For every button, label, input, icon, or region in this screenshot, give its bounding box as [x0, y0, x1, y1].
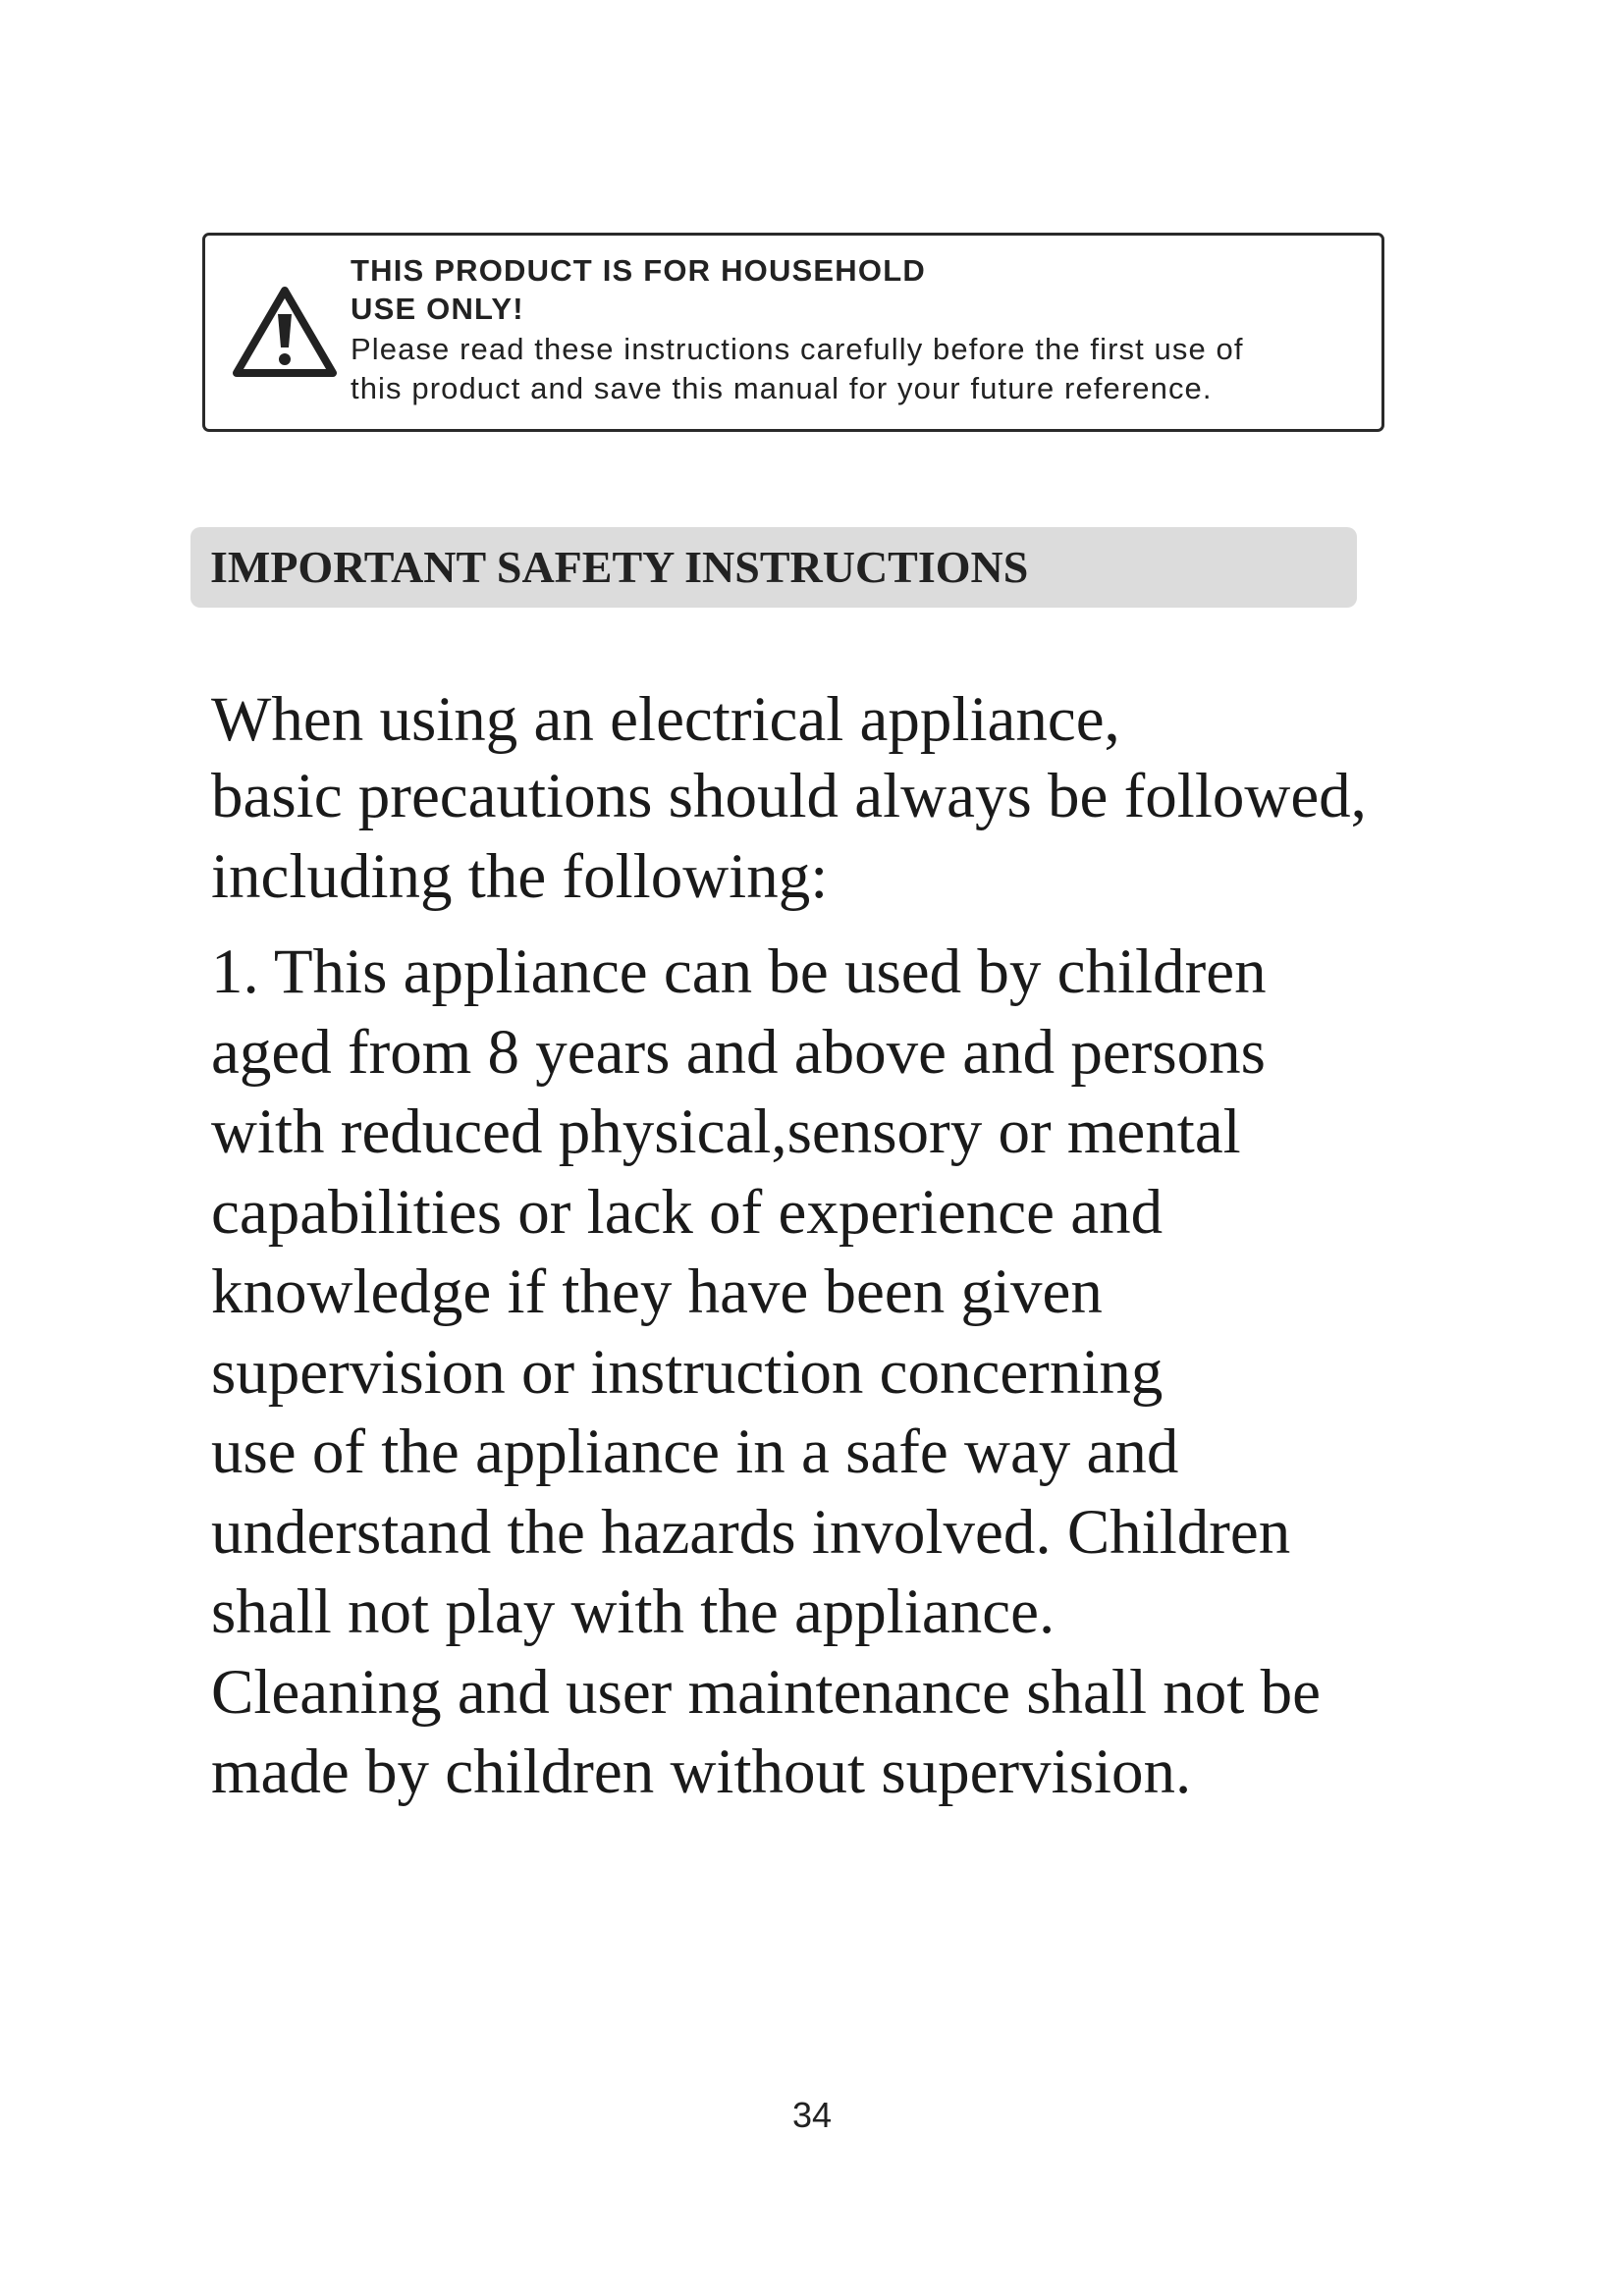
- item-line: with reduced physical,sensory or mental: [211, 1096, 1241, 1167]
- intro-line: When using an electrical appliance,: [211, 684, 1120, 755]
- page-number: 34: [791, 2095, 833, 2135]
- item-line: aged from 8 years and above and persons: [211, 1016, 1266, 1088]
- item-line: 1. This appliance can be used by children: [211, 936, 1267, 1007]
- warning-triangle-icon: [231, 285, 339, 379]
- notice-text: [351, 251, 1372, 408]
- item-line: shall not play with the appliance.: [211, 1576, 1056, 1647]
- item-line: knowledge if they have been given: [211, 1256, 1103, 1327]
- intro-line: basic precautions should always be followed,: [211, 761, 1367, 831]
- item-line: use of the appliance in a safe way and: [211, 1416, 1179, 1487]
- notice-body-line: Please read these instructions carefully before the first use of: [351, 332, 1244, 366]
- intro-line: including the following:: [211, 841, 829, 912]
- household-use-notice: [202, 233, 1384, 432]
- intro-paragraph: [211, 681, 1517, 919]
- section-heading: IMPORTANT SAFETY INSTRUCTIONS: [190, 527, 1357, 608]
- notice-body-line: this product and save this manual for your future reference.: [351, 371, 1213, 405]
- notice-title-line: THIS PRODUCT IS FOR HOUSEHOLD: [351, 253, 926, 288]
- notice-title-line: USE ONLY!: [351, 292, 524, 326]
- item-line: capabilities or lack of experience and: [211, 1176, 1164, 1248]
- item-line: supervision or instruction concerning: [211, 1336, 1164, 1408]
- notice-body: [351, 330, 1372, 408]
- instruction-item-1: [211, 933, 1517, 1813]
- item-line: Cleaning and user maintenance shall not be: [211, 1656, 1321, 1728]
- item-line: made by children without supervision.: [211, 1736, 1192, 1807]
- item-line: understand the hazards involved. Children: [211, 1496, 1291, 1568]
- notice-title: [351, 251, 1372, 328]
- instructions-body: [211, 681, 1517, 1813]
